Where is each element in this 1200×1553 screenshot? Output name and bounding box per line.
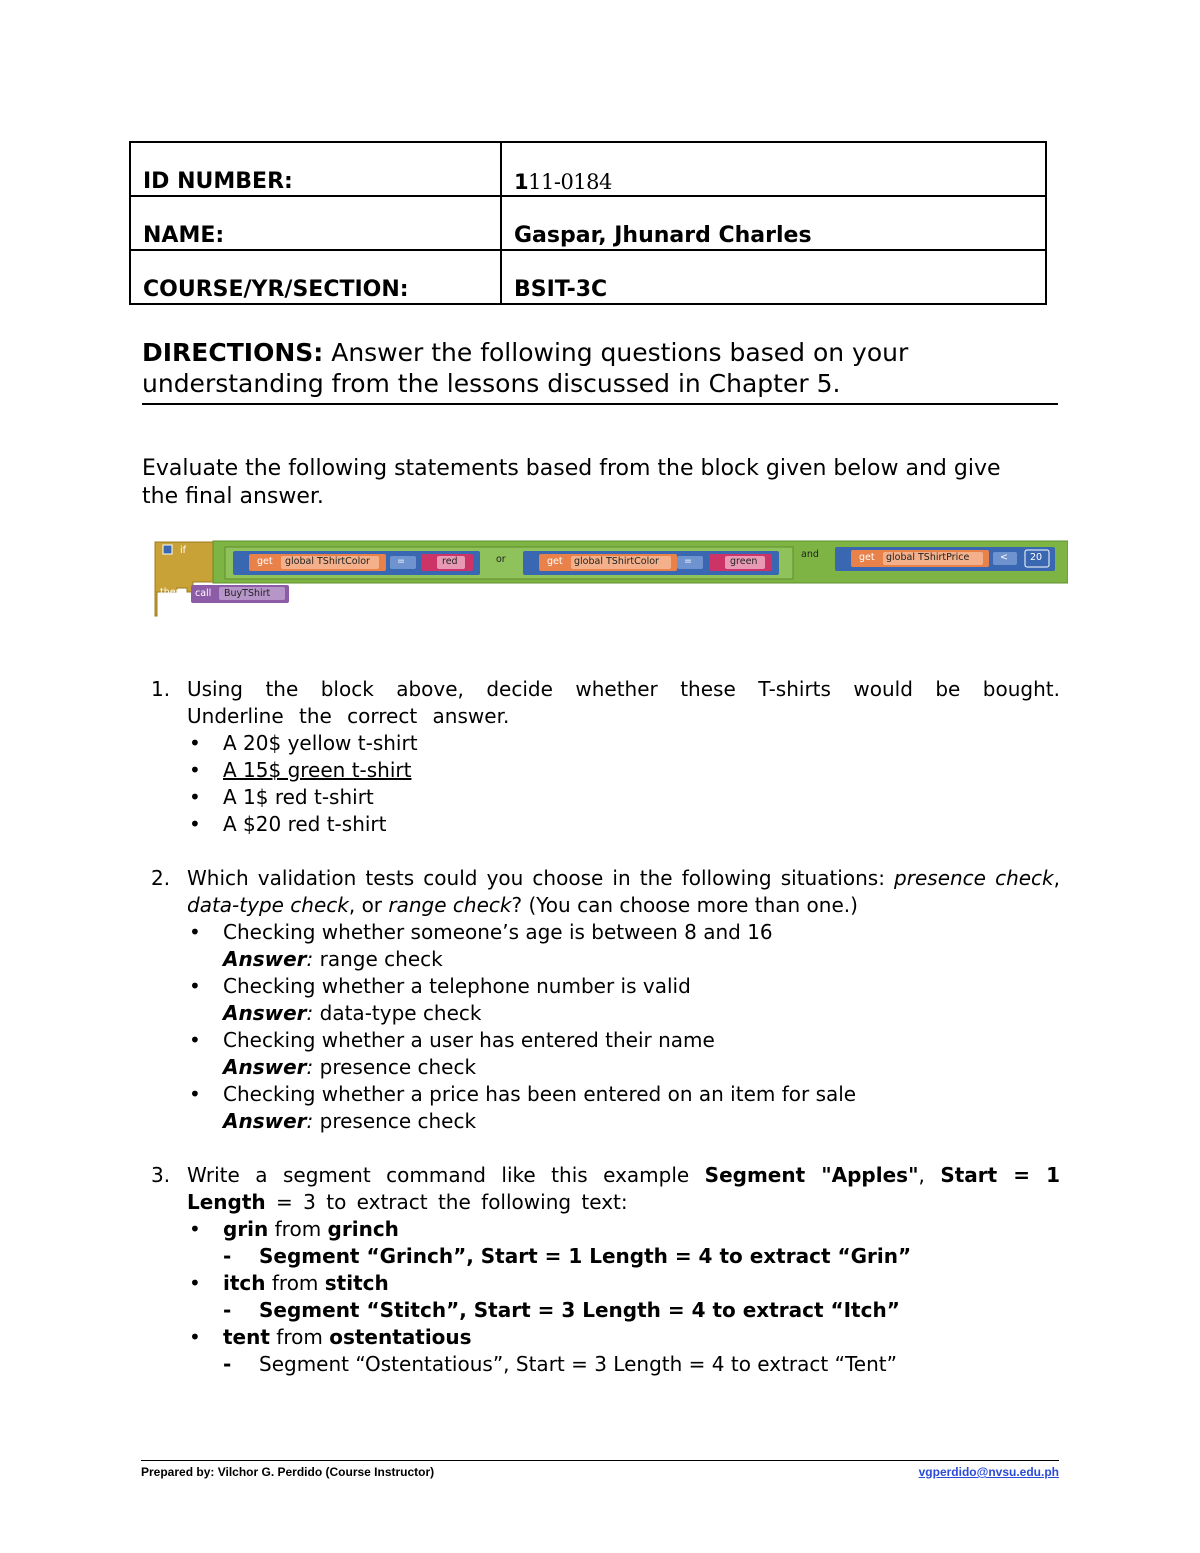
question-text: Write a segment command like this example Segment "Apples", Start = 1 Length = 3 to extract the following text: <box>187 1163 1061 1214</box>
number-label: 20 <box>1030 552 1043 563</box>
directions <box>142 337 1058 405</box>
option-list <box>187 730 1060 838</box>
situation-item: • Checking whether a price has been entered on an item for sale Answer: presence check <box>187 1081 1060 1135</box>
situation-list <box>187 919 1060 1135</box>
option-item: • A 1$ red t-shirt <box>187 784 1060 811</box>
question-text: Which validation tests could you choose in the following situations: presence check, data-type check, or range check? (You can choose more than one.) <box>187 866 1060 917</box>
question-1 <box>148 676 1060 838</box>
segment-item: • tent from ostentatious - Segment “Ostentatious”, Start = 3 Length = 4 to extract “Tent” <box>187 1324 1060 1378</box>
id-number-value: 111-0184 <box>501 142 1046 196</box>
situation-item: • Checking whether someone’s age is between 8 and 16 Answer: range check <box>187 919 1060 973</box>
and-keyword: and <box>801 549 819 560</box>
block-svg <box>153 538 1068 618</box>
segment-item: • itch from stitch - Segment “Stitch”, Start = 3 Length = 4 to extract “Itch” <box>187 1270 1060 1324</box>
if-mutator-icon <box>163 545 172 554</box>
question-number: 3. <box>151 1163 171 1187</box>
text-label-1: red <box>442 556 458 567</box>
course-label: COURSE/YR/SECTION: <box>130 250 501 304</box>
if-keyword: if <box>180 545 186 556</box>
directions-text: Answer the following questions based on your understanding from the lessons discussed in Chapter 5. <box>142 338 909 398</box>
var-label-1: global TShirtColor <box>285 556 370 567</box>
var-label-3: global TShirtPrice <box>886 552 970 563</box>
proc-name: BuyTShirt <box>224 588 271 599</box>
eq-label-1: = <box>397 556 405 567</box>
footer-email-link[interactable]: vgperdido@nvsu.edu.ph <box>918 1465 1059 1479</box>
get-label-2: get <box>547 556 563 567</box>
questions <box>148 676 1060 1378</box>
option-item: • A $20 red t-shirt <box>187 811 1060 838</box>
situation-item: • Checking whether a telephone number is valid Answer: data-type check <box>187 973 1060 1027</box>
text-label-2: green <box>730 556 758 567</box>
name-label: NAME: <box>130 196 501 250</box>
get-label-3: get <box>859 552 875 563</box>
then-keyword: then <box>160 587 182 598</box>
segment-answer: - Segment “Ostentatious”, Start = 3 Length = 4 to extract “Tent” <box>223 1352 897 1376</box>
question-number: 1. <box>151 677 171 701</box>
footer-prepared-by: Prepared by: Vilchor G. Perdido (Course Instructor) <box>141 1465 435 1479</box>
course-value: BSIT-3C <box>501 250 1046 304</box>
question-2 <box>148 865 1060 1135</box>
get-label-1: get <box>257 556 273 567</box>
lt-label: < <box>1000 552 1008 563</box>
question-text: Using the block above, decide whether these T-shirts would be bought. Underline the correct answer. <box>187 677 1060 728</box>
eq-label-2: = <box>684 556 692 567</box>
evaluate-instruction: Evaluate the following statements based from the block given below and give the final answer. <box>142 456 1001 509</box>
or-keyword: or <box>496 554 506 565</box>
segment-item: • grin from grinch - Segment “Grinch”, Start = 1 Length = 4 to extract “Grin” <box>187 1216 1060 1270</box>
option-item: • A 20$ yellow t-shirt <box>187 730 1060 757</box>
var-label-2: global TShirtColor <box>574 556 659 567</box>
option-item-correct: • A 15$ green t-shirt <box>187 757 1060 784</box>
directions-label: DIRECTIONS: <box>142 338 324 367</box>
segment-answer: - Segment “Stitch”, Start = 3 Length = 4 to extract “Itch” <box>223 1298 900 1322</box>
name-value: Gaspar, Jhunard Charles <box>501 196 1046 250</box>
segment-list <box>187 1216 1060 1378</box>
footer-divider <box>141 1460 1059 1461</box>
segment-answer: - Segment “Grinch”, Start = 1 Length = 4 to extract “Grin” <box>223 1244 912 1268</box>
situation-item: • Checking whether a user has entered their name Answer: presence check <box>187 1027 1060 1081</box>
question-3 <box>148 1162 1060 1378</box>
code-block-diagram <box>153 538 1068 618</box>
id-number-label: ID NUMBER: <box>130 142 501 196</box>
call-keyword: call <box>195 588 212 599</box>
student-info-table <box>129 141 1047 305</box>
question-number: 2. <box>151 866 171 890</box>
